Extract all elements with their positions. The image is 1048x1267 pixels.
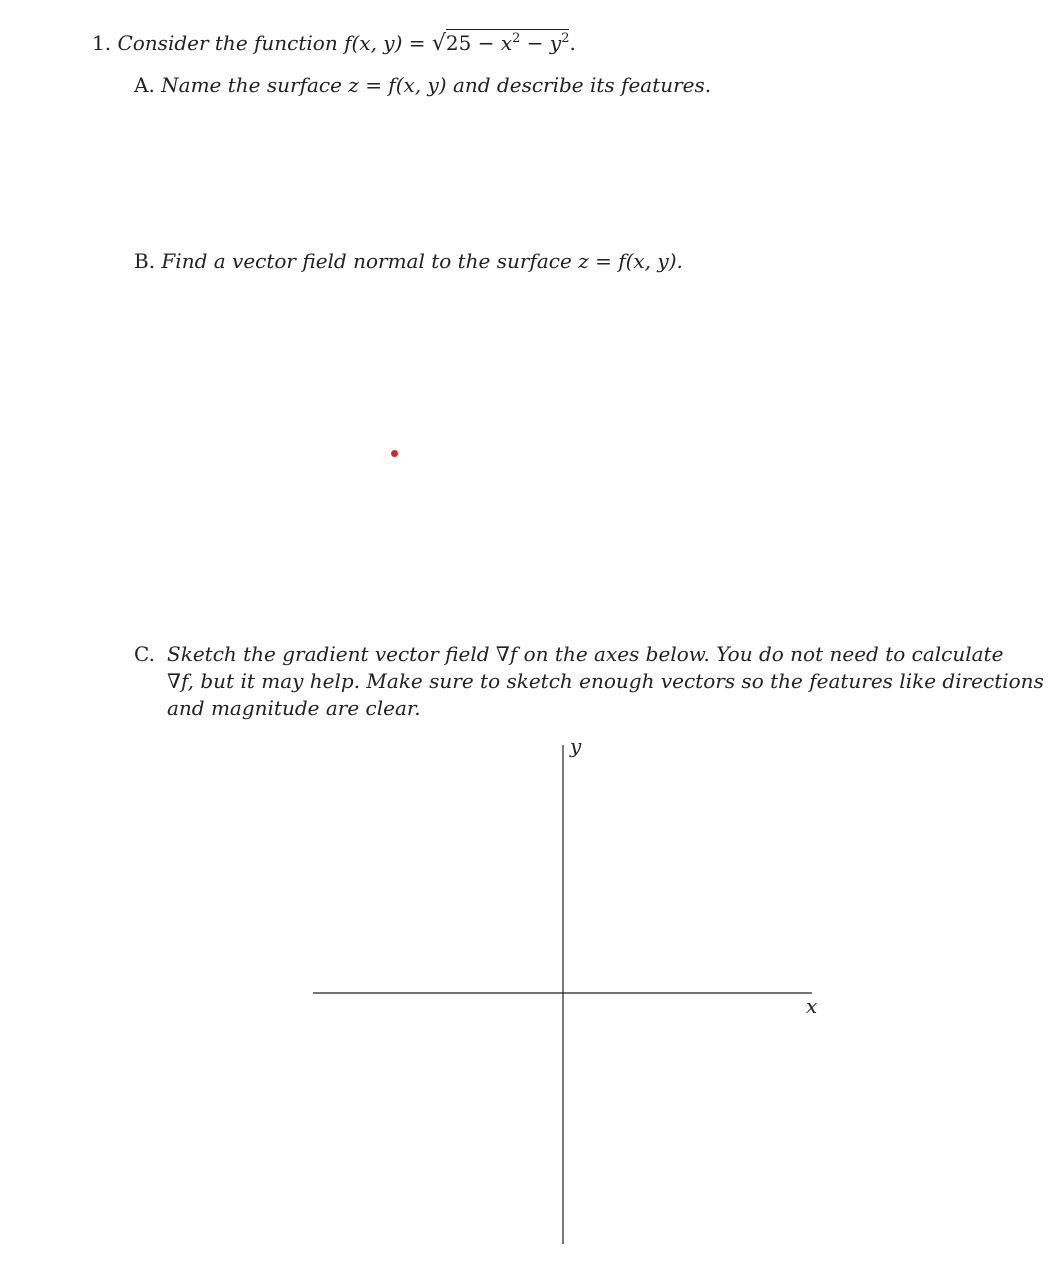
- part-c-line-3: and magnitude are clear.: [167, 696, 421, 720]
- part-a-text-after: and describe its features.: [452, 73, 712, 97]
- part-c-label-text: C.: [134, 642, 155, 666]
- radicand-y: y: [549, 31, 562, 55]
- part-b-label: B.: [134, 249, 156, 273]
- problem-intro: Consider the function: [117, 31, 338, 55]
- part-a-label: A.: [134, 73, 155, 97]
- part-a-expression: z = f(x, y): [348, 73, 447, 97]
- statement-period: .: [569, 31, 576, 55]
- radicand-x: x: [500, 31, 513, 55]
- function-lhs: f(x, y) =: [344, 31, 426, 55]
- radicand-minus: −: [520, 31, 550, 55]
- function-sqrt: $√25 - x^2 - y^2$: [431, 31, 570, 56]
- part-c-line-1: Sketch the gradient vector field ∇f on the axes below. You do not need to calculate: [167, 642, 1004, 666]
- radicand-y-exponent: 2: [561, 31, 570, 46]
- x-axis-label: x: [806, 994, 818, 1018]
- radicand-x-exponent: 2: [512, 31, 521, 46]
- part-b-text-before: Find a vector field normal to the surface: [161, 249, 572, 273]
- part-b-expression: z = f(x, y).: [578, 249, 683, 273]
- radicand-constant: 25 −: [445, 31, 501, 55]
- part-a-text-before: Name the surface: [161, 73, 342, 97]
- problem-number: 1.: [92, 31, 112, 55]
- part-c-line-2: ∇f, but it may help. Make sure to sketch enough vectors so the features like directions: [167, 669, 1044, 693]
- y-axis-label: y: [570, 734, 582, 758]
